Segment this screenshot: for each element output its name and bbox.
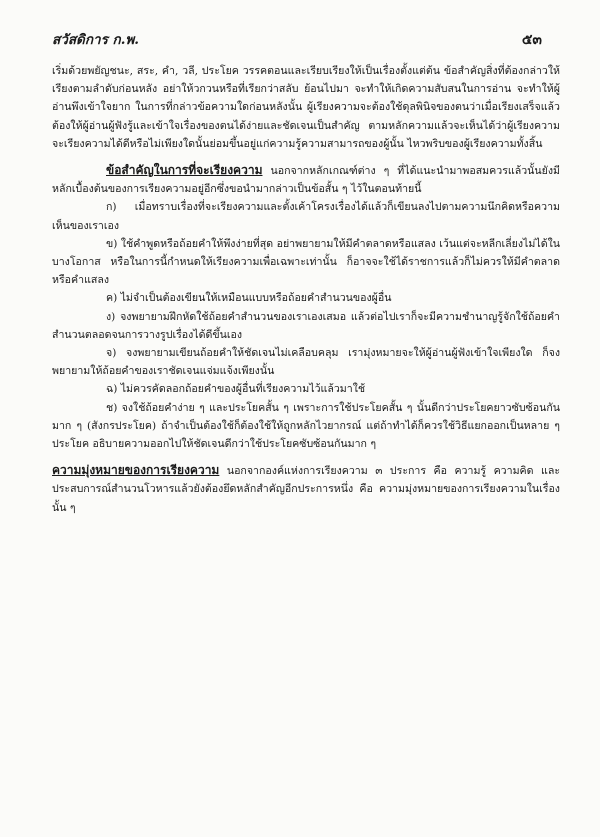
section-heading: ข้อสำคัญในการที่จะเรียงความ	[106, 163, 263, 178]
section-text: นอกจากหลักเกณฑ์ต่าง ๆ ที่ได้แนะนำมาพอสมควรแล้วนั้นยังมีหลักเบื้องต้นของการเรียงความอยู่อีกซึ่งขอนำมากล่าวเป็นข้อสั้น ๆ ไว้ในตอนท้ายนี้	[52, 165, 560, 196]
list-item: ข) ใช้คำพูดหรือถ้อยคำให้พึงง่ายที่สุด อย่าพยายามให้มีคำตลาดหรือแสลง เว้นแต่จะหลีกเลี่ยงไม่ได้ในบางโอกาส หรือในการนี้กำหนดให้เรียงความเพื่อเฉพาะเท่านั้น ก็อาจจะใช้ได้ราชการแล้วก็ไม่ควรให้มีคำตลาดหรือคำแสลง	[52, 237, 560, 287]
list-item: จ) จงพยายามเขียนถ้อยคำให้ชัดเจนไม่เคลือบคลุม เรามุ่งหมายจะให้ผู้อ่านผู้ฟังเข้าใจเพียงใด ก็จงพยายามให้ถ้อยคำของเราชัดเจนแจ่มแจ้งเพียงนั้น	[52, 347, 560, 378]
section-paragraph	[52, 461, 560, 517]
section-heading: ความมุ่งหมายของการเรียงความ	[52, 463, 220, 478]
list-item: ช) จงใช้ถ้อยคำง่าย ๆ และประโยคสั้น ๆ เพราะการใช้ประโยคสั้น ๆ นั้นดีกว่าประโยคยาวซับซ้อนกันมาก ๆ (สังกรประโยค) ถ้าจำเป็นต้องใช้ก็ต้องใช้ให้ถูกหลักไวยากรณ์ แต่ถ้าทำได้ก็ควรใช้วิธีแยกออกเป็นหลาย ๆ ประโยค อธิบายความออกไปให้ชัดเจนดีกว่าใช้ประโยคซับซ้อนกันมาก ๆ	[52, 401, 560, 451]
section-paragraph	[52, 161, 560, 198]
page-header	[52, 28, 542, 51]
running-title: สวัสดิการ ก.พ.	[52, 32, 140, 48]
list-item: ก) เมื่อทราบเรื่องที่จะเรียงความและตั้งเค้าโครงเรื่องได้แล้วก็เขียนลงไปตามความนึกคิดหรือความเห็นของเราเอง	[52, 201, 560, 232]
page-number: ๕๓	[521, 32, 542, 48]
intro-paragraph: เริ่มด้วยพยัญชนะ, สระ, คำ, วลี, ประโยค วรรคตอนและเรียบเรียงให้เป็นเรื่องตั้งแต่ต้น ข้อสำคัญสิ่งที่ต้องกล่าวให้เรียงตามลำดับก่อนหลัง อย่าให้วกวนหรือที่เรียกว่าสลับ ย้อนไปมา จะทำให้เกิดความสับสนในการอ่าน จะทำให้ผู้อ่านพึงเข้าใจยาก ในการที่กล่าวข้อความใดก่อนหลังนั้น ผู้เรียงความจะต้องใช้ดุลพินิจของตนว่าเมื่อเรียงเสร็จแล้วต้องให้ผู้อ่านผู้ฟังรู้และเข้าใจเรื่องของตนได้ง่ายและชัดเจนเป็นสำคัญ ตามหลักความแล้วจะเห็นได้ว่าผู้เรียงความจะเรียงความได้ดีหรือไม่เพียงใดนั้นย่อมขึ้นอยู่แก่ความรู้ความสามารถของผู้นั้น ไหวพริบของผู้เรียงความทั้งสิ้น	[52, 65, 560, 150]
list-item: ง) จงพยายามฝึกหัดใช้ถ้อยคำสำนวนของเราเองเสมอ แล้วต่อไปเราก็จะมีความชำนาญรู้จักใช้ถ้อยคำสำนวนตลอดจนการวางรูปเรื่องได้ดีขึ้นเอง	[52, 310, 560, 341]
section-text: นอกจากองค์แห่งการเรียงความ ๓ ประการ คือ ความรู้ ความคิด และประสบการณ์สำนวนโวหารแล้วยังต้องยึดหลักสำคัญอีกประการหนึ่ง คือ ความมุ่งหมายของการเรียงความในเรื่องนั้น ๆ	[52, 465, 561, 514]
list-item: ค) ไม่จำเป็นต้องเขียนให้เหมือนแบบหรือถ้อยคำสำนวนของผู้อื่น	[106, 292, 392, 305]
list-item: ฉ) ไม่ควรคัดลอกถ้อยคำของผู้อื่นที่เรียงความไว้แล้วมาใช้	[106, 383, 366, 396]
document-body	[52, 62, 560, 517]
